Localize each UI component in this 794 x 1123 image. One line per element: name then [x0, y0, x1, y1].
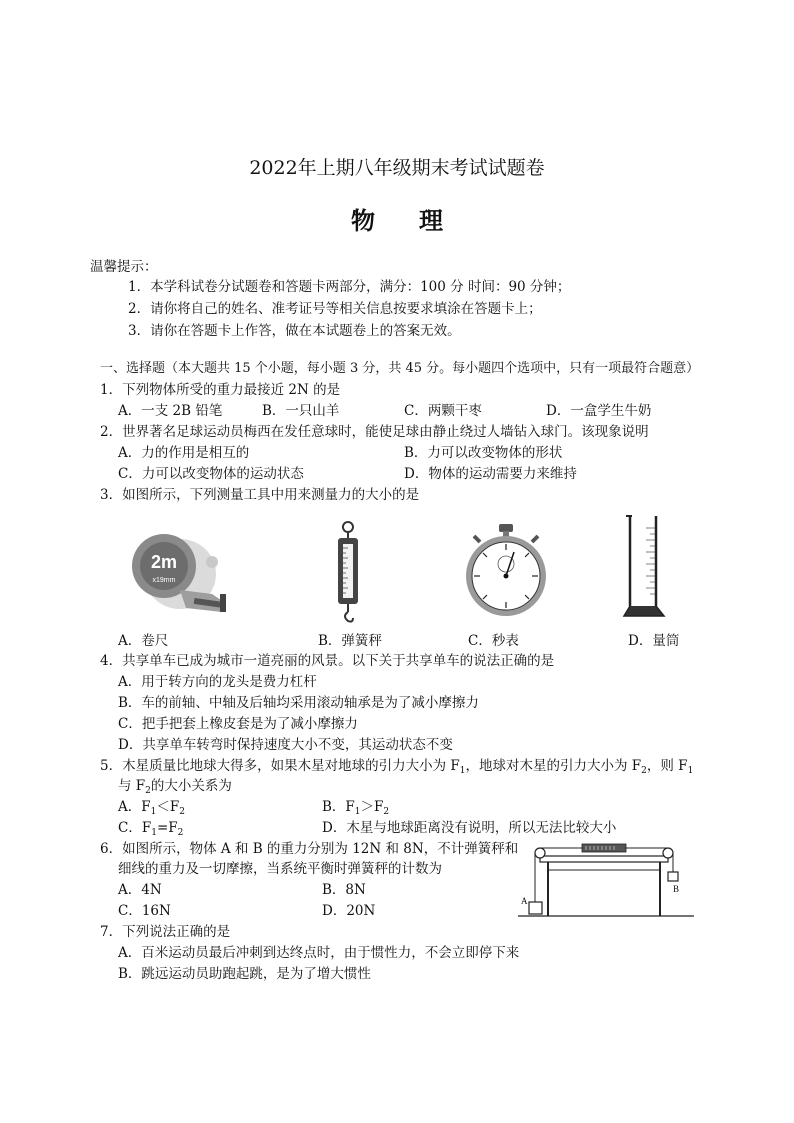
subscript: 1 — [354, 807, 361, 817]
subscript: 1 — [687, 766, 694, 776]
q5-a-text: A．F — [118, 799, 151, 815]
q1-option-d: D．一盒学生牛奶 — [546, 403, 652, 419]
q5-stem-part1: 5．木星质量比地球大得多，如果木星对地球的引力大小为 F — [100, 758, 460, 774]
q2-stem: 2．世界著名足球运动员梅西在发任意球时，能使足球由静止绕过人墙钻入球门。该现象说明 — [100, 424, 649, 440]
q3-stem: 3．如图所示，下列测量工具中用来测量力的大小的是 — [100, 487, 420, 503]
q5-stem-part3: ，则 F — [646, 758, 688, 774]
q1-option-c: C．两颗干枣 — [404, 403, 482, 419]
subscript: 2 — [177, 828, 184, 838]
label-b: B — [673, 884, 680, 894]
q2-option-b: B．力可以改变物体的形状 — [404, 445, 563, 461]
q7-stem: 7．下列说法正确的是 — [100, 924, 231, 940]
q6-option-d: D．20N — [322, 903, 376, 919]
q6-option-c: C．16N — [118, 903, 171, 919]
subscript: 1 — [151, 828, 157, 838]
subscript: 2 — [179, 807, 185, 817]
q2-option-c: C．力可以改变物体的运动状态 — [118, 466, 304, 482]
q3-option-a: A．卷尺 — [118, 633, 169, 649]
q7-option-a: A．百米运动员最后冲刺到达终点时，由于惯性力，不会立即停下来 — [118, 945, 520, 961]
q5-option-a — [118, 798, 185, 821]
pulley-table-diagram — [518, 840, 698, 922]
exam-title: 2022年上期八年级期末考试试题卷 — [249, 157, 545, 179]
tape-label: 2m — [150, 552, 178, 572]
q4-option-a: A．用于转方向的龙头是费力杠杆 — [118, 674, 317, 690]
graduated-cylinder-image — [620, 514, 670, 620]
label-a: A — [521, 896, 528, 906]
q7-option-b: B．跳远运动员助跑起跳，是为了增大惯性 — [118, 966, 371, 982]
q5-line2-part1: 与 F — [118, 778, 146, 794]
spring-scale-image — [334, 520, 362, 626]
q3-option-d: D．量筒 — [628, 633, 680, 649]
section-heading: 一、选择题（本大题共 15 个小题，每小题 3 分，共 45 分。每小题四个选项中，只有一项最符合题意） — [100, 361, 700, 376]
q1-option-a: A．一支 2B 铅笔 — [118, 403, 223, 419]
q5-line2-part2: 的大小关系为 — [150, 778, 232, 794]
tape-measure-image — [124, 532, 236, 616]
q5-option-d: D．木星与地球距离没有说明，所以无法比较大小 — [322, 820, 617, 836]
q5-a-relation: ＜F — [156, 799, 180, 815]
notice-item-1: 1．本学科试卷分试题卷和答题卡两部分，满分：100 分 时间：90 分钟； — [128, 279, 571, 295]
stopwatch-image — [462, 522, 550, 618]
q5-option-c — [118, 819, 183, 842]
subscript: 1 — [459, 766, 466, 776]
q5-c-text: C．F — [118, 820, 152, 836]
q4-option-c: C．把手把套上橡皮套是为了减小摩擦力 — [118, 716, 358, 732]
subscript: 2 — [641, 766, 647, 776]
q5-b-relation: ＞F — [360, 799, 384, 815]
q5-stem-part2: ，地球对木星的引力大小为 F — [465, 758, 642, 774]
subject-title: 物理 — [351, 206, 487, 235]
q3-option-c: C．秒表 — [468, 633, 519, 649]
q3-option-b: B．弹簧秤 — [318, 633, 382, 649]
q5-c-relation: =F — [156, 820, 178, 836]
q4-option-b: B．车的前轴、中轴及后轴均采用滚动轴承是为了减小摩擦力 — [118, 695, 479, 711]
q2-option-a: A．力的作用是相互的 — [118, 445, 250, 461]
q6-stem-line2: 细线的重力及一切摩擦，当系统平衡时弹簧秤的计数为 — [118, 861, 442, 877]
q5-option-b — [322, 798, 389, 821]
q6-stem: 6．如图所示，物体 A 和 B 的重力分别为 12N 和 8N，不计弹簧秤和 — [100, 841, 519, 857]
subscript: 2 — [145, 786, 151, 796]
tape-sublabel: x19mm — [152, 577, 176, 584]
notice-item-3: 3．请你在答题卡上作答，做在本试题卷上的答案无效。 — [128, 323, 461, 339]
q4-option-d: D．共享单车转弯时保持速度大小不变，其运动状态不变 — [118, 737, 453, 753]
q4-stem: 4．共享单车已成为城市一道亮丽的风景。以下关于共享单车的说法正确的是 — [100, 653, 555, 669]
q6-option-b: B．8N — [322, 882, 366, 898]
subscript: 1 — [150, 807, 157, 817]
q6-option-a: A．4N — [118, 882, 162, 898]
q5-b-text: B．F — [322, 799, 355, 815]
q1-option-b: B．一只山羊 — [262, 403, 340, 419]
notice-heading: 温馨提示： — [90, 259, 158, 275]
subscript: 2 — [383, 807, 390, 817]
q5-stem-line2 — [118, 777, 232, 800]
notice-item-2: 2．请你将自己的姓名、准考证号等相关信息按要求填涂在答题卡上； — [128, 301, 542, 317]
q1-stem: 1．下列物体所受的重力最接近 2N 的是 — [100, 382, 341, 398]
q2-option-d: D．物体的运动需要力来维持 — [404, 466, 577, 482]
